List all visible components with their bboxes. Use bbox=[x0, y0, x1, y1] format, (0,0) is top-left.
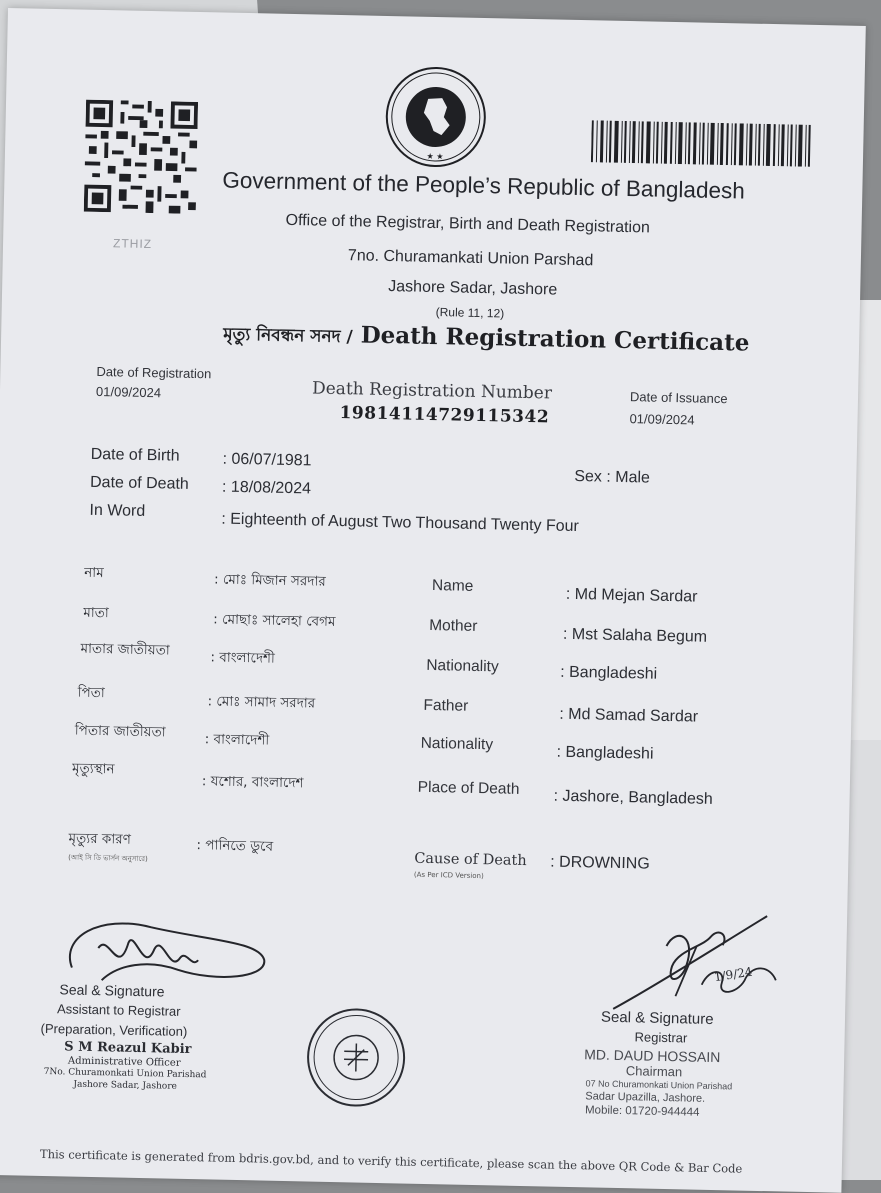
assistant-union: 7No. Churamonkati Union Parishad bbox=[43, 1066, 207, 1081]
registrar-signature-icon bbox=[605, 905, 797, 1019]
father-nationality-value: : Bangladeshi bbox=[556, 743, 654, 763]
cause-of-death-label: Cause of Death bbox=[414, 850, 527, 870]
mother-nationality-bn-label: মাতার জাতীয়তা bbox=[80, 640, 170, 659]
verification-footer: This certificate is generated from bdris.gov.bd, and to verify this certificate, please scan the above QR Code & Bar Code bbox=[39, 1146, 743, 1176]
in-word-value: : Eighteenth of August Two Thousand Twenty Four bbox=[221, 510, 580, 536]
mother-label: Mother bbox=[428, 616, 478, 635]
name-bn-label: নাম bbox=[84, 564, 104, 582]
registration-number-value: 19814114729115342 bbox=[339, 403, 550, 428]
name-value: : Md Mejan Sardar bbox=[565, 585, 698, 606]
registrar-seal-signature-label: Seal & Signature bbox=[600, 1008, 714, 1028]
sex-field: Sex : Male bbox=[574, 467, 651, 487]
father-nationality-bn-label: পিতার জাতীয়তা bbox=[74, 722, 166, 741]
date-of-issuance-value: 01/09/2024 bbox=[629, 411, 695, 428]
in-word-label: In Word bbox=[89, 501, 146, 520]
date-of-registration-label: Date of Registration bbox=[96, 363, 212, 382]
district-name: Jashore Sadar, Jashore bbox=[388, 278, 558, 299]
registrar-upazila: Sadar Upazilla, Jashore. bbox=[585, 1090, 706, 1105]
cause-of-death-value: : DROWNING bbox=[550, 853, 650, 873]
assistant-role-detail: (Preparation, Verification) bbox=[40, 1020, 188, 1039]
mother-bn-label: মাতা bbox=[83, 604, 109, 622]
father-label: Father bbox=[423, 696, 469, 715]
assistant-name: S M Reazul Kabir bbox=[64, 1039, 192, 1058]
death-certificate bbox=[0, 8, 866, 1193]
barcode[interactable] bbox=[591, 120, 814, 167]
union-parishad-seal-icon bbox=[303, 1004, 409, 1110]
registrar-mobile: Mobile: 01720-944444 bbox=[584, 1104, 700, 1119]
svg-text:★ ★: ★ ★ bbox=[426, 151, 444, 162]
mother-nationality-value: : Bangladeshi bbox=[560, 663, 658, 683]
registrar-name: MD. DAUD HOSSAIN bbox=[584, 1046, 721, 1066]
date-of-registration-value: 01/09/2024 bbox=[95, 383, 162, 401]
date-of-issuance-label: Date of Issuance bbox=[629, 389, 728, 407]
assistant-role: Assistant to Registrar bbox=[56, 1001, 181, 1019]
mother-bn-value: : মোছাঃ সালেহা বেগম bbox=[213, 611, 336, 630]
place-of-death-bn-label: মৃত্যুস্থান bbox=[71, 760, 115, 778]
office-name: Office of the Registrar, Birth and Death Registration bbox=[285, 211, 651, 237]
registration-number-label: Death Registration Number bbox=[311, 378, 553, 404]
date-of-death-label: Date of Death bbox=[89, 473, 189, 493]
certificate-title-en: Death Registration Certificate bbox=[352, 321, 750, 357]
cause-of-death-bn-label: মৃত্যুর কারণ bbox=[68, 830, 131, 848]
registrar-role: Registrar bbox=[634, 1029, 688, 1046]
assistant-district: Jashore Sadar, Jashore bbox=[73, 1079, 177, 1092]
registrar-title: Chairman bbox=[625, 1063, 683, 1080]
name-label: Name bbox=[431, 577, 474, 595]
date-of-death-value: : 18/08/2024 bbox=[221, 478, 312, 498]
father-value: : Md Samad Sardar bbox=[559, 705, 699, 726]
certificate-title-bn: মৃত্যু নিবন্ধন সনদ / bbox=[222, 324, 353, 348]
assistant-title: Administrative Officer bbox=[67, 1055, 181, 1069]
name-bn-value: : মোঃ মিজান সরদার bbox=[213, 571, 326, 590]
government-seal-icon bbox=[383, 64, 489, 170]
cause-of-death-note: (As Per ICD Version) bbox=[413, 870, 484, 881]
registrar-union: 07 No Churamonkati Union Parishad bbox=[585, 1078, 733, 1092]
qr-code-text: ZTHIZ bbox=[112, 236, 153, 252]
father-nationality-label: Nationality bbox=[420, 734, 494, 754]
place-of-death-value: : Jashore, Bangladesh bbox=[553, 787, 713, 808]
father-nationality-bn-value: : বাংলাদেশী bbox=[204, 731, 270, 749]
certificate-title bbox=[223, 319, 750, 361]
government-title: Government of the People’s Republic of Bangladesh bbox=[222, 167, 746, 204]
cause-of-death-bn-value: : পানিতে ডুবে bbox=[196, 837, 274, 855]
union-name: 7no. Churamankati Union Parshad bbox=[347, 247, 594, 270]
mother-nationality-label: Nationality bbox=[426, 656, 499, 676]
cause-of-death-bn-note: (আই সি ডি ভার্সন অনুসারে) bbox=[68, 853, 148, 864]
father-bn-value: : মোঃ সামাদ সরদার bbox=[207, 693, 316, 712]
assistant-seal-signature-label: Seal & Signature bbox=[59, 981, 165, 1000]
registrar-handwritten-date: 1/9/24 bbox=[713, 964, 754, 985]
mother-nationality-bn-value: : বাংলাদেশী bbox=[210, 649, 276, 667]
father-bn-label: পিতা bbox=[77, 684, 105, 702]
mother-value: : Mst Salaha Begum bbox=[562, 625, 708, 646]
date-of-birth-label: Date of Birth bbox=[90, 445, 180, 465]
date-of-birth-value: : 06/07/1981 bbox=[222, 450, 312, 470]
place-of-death-label: Place of Death bbox=[417, 778, 520, 798]
qr-code[interactable] bbox=[84, 100, 198, 214]
rule-reference: (Rule 11, 12) bbox=[435, 305, 505, 321]
place-of-death-bn-value: : যশোর, বাংলাদেশ bbox=[201, 773, 304, 792]
